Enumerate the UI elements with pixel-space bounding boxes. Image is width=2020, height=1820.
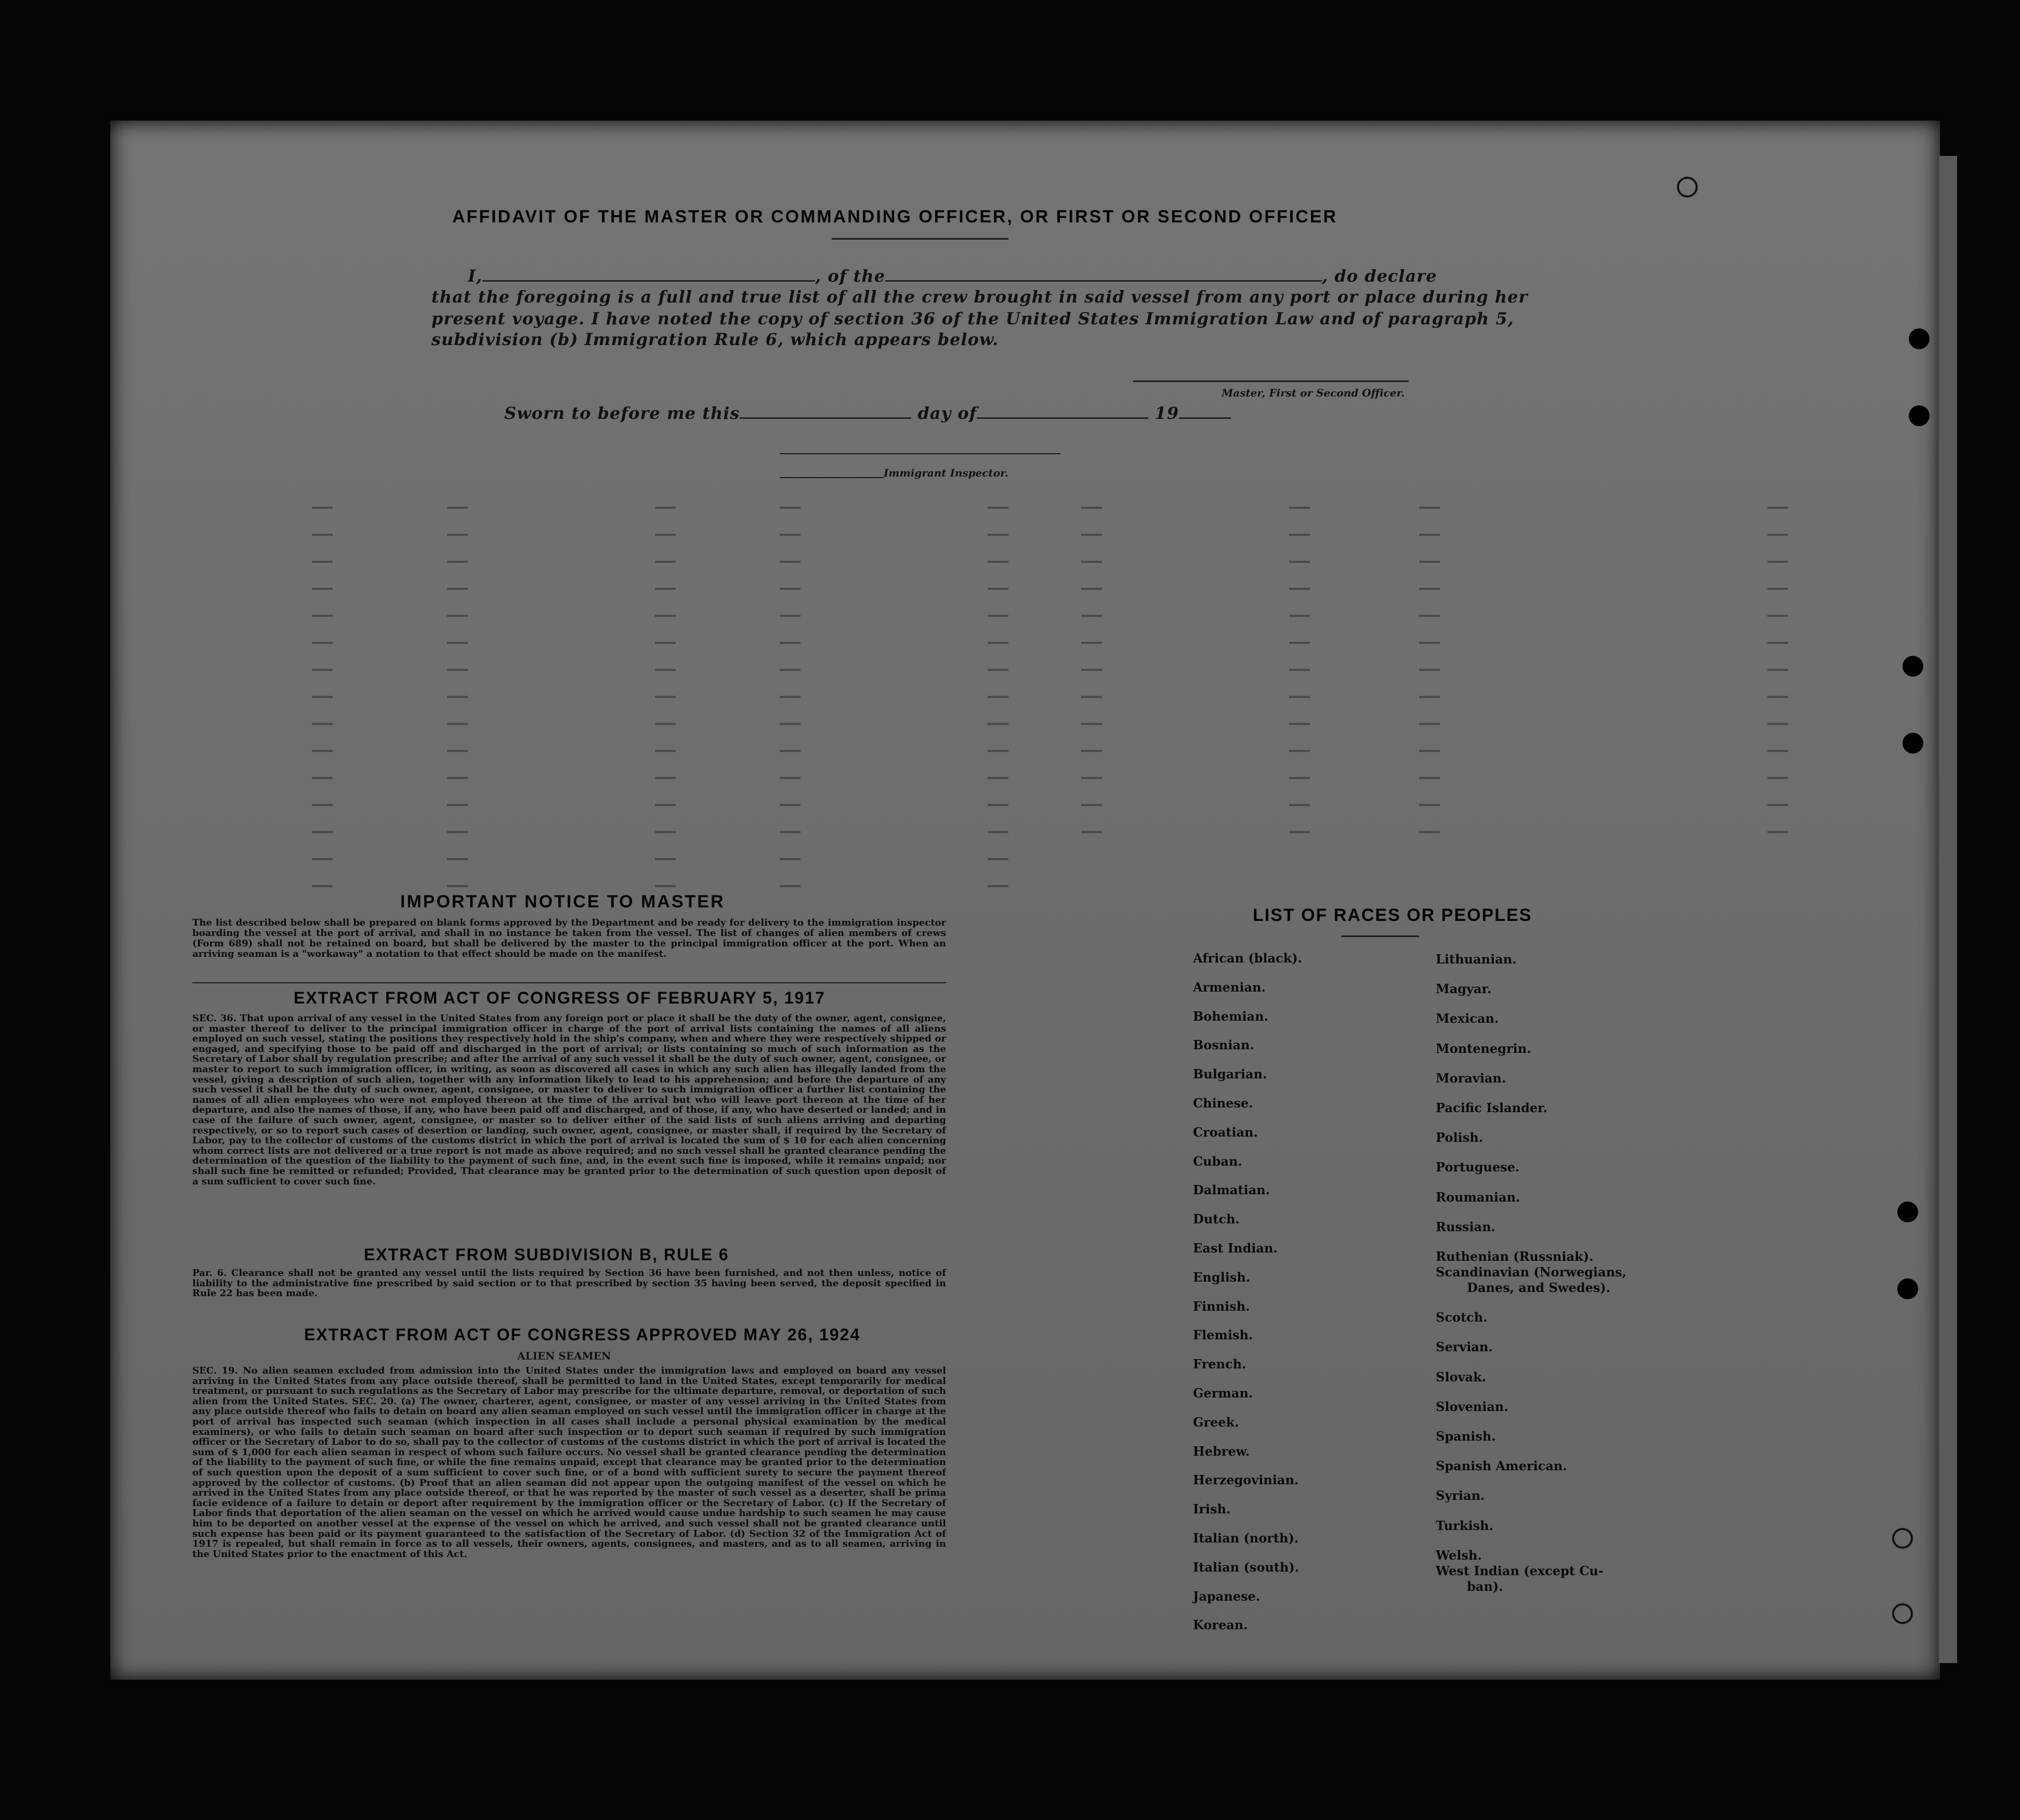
- affidavit-line-3: present voyage. I have noted the copy of section 36 of the United States Immigration Law and of paragraph 5,: [431, 309, 1514, 328]
- bleed-dash: [988, 534, 1008, 536]
- bleed-dash: [655, 831, 676, 833]
- signature-label: Master, First or Second Officer.: [1222, 387, 1405, 399]
- affidavit-line-4: subdivision (b) Immigration Rule 6, which appears below.: [431, 329, 999, 349]
- bleed-dash: [447, 588, 468, 590]
- bleed-dash: [1419, 615, 1440, 617]
- extract-1924-text: SEC. 19. No alien seamen excluded from admission into the United States under the immigration laws and employed on board any vessel arriving in the United States from any place outside thereof, shall be permitted to land in the United States, except temporarily for medical treatment, or pursuant to such regulations as the Secretary of Labor may prescribe for the ultimate departure, removal, or deportation of such alien from the United States. SEC. 20. (a) The owner, charterer, agent, consignee, or master of any vessel arriving in the United States from any place outside thereof who fails to detain on board any alien seaman employed on such vessel until the immigration officer in charge at the port of arrival has inspected such seaman (which inspection in all cases shall include a personal physical examination by the medical examiners), or who fails to detain such seaman on board after such inspection or to deport such seaman if required by such immigration officer or the Secretary of Labor to do so, shall pay to the collector of customs of the customs district in which the port of arrival is located the sum of $ 1,000 for each alien seaman in respect of whom such failure occurs. No vessel shall be granted clearance pending the determination of the liability to the payment of such fine, or while the fine remains unpaid, except that clearance may be granted prior to the determination of such question upon the deposit of a sum sufficient to cover such fine, or of a bond with sufficient surety to secure the payment thereof approved by the collector of customs. (b) Proof that an alien seaman did not appear upon the outgoing manifest of the vessel on which he arrived in the United States from any place outside thereof, or that he was reported by the master of such vessel as a deserter, shall be prima facie evidence of a failure to detain or deport after requirement by the immigration officer or the Secretary of Labor. (c) If the Secretary of Labor finds that deportation of the alien seaman on the vessel on which he arrived would cause undue hardship to such seamen he may cause him to be deported on another vessel at the expense of the vessel on which he arrived, and such vessel shall not be granted clearance until such expense has been paid or its payment guaranteed to the satisfaction of the Secretary of Labor. (d) Section 32 of the Immigration Act of 1917 is repealed, but shall remain in force as to all vessels, their owners, agents, consignees, and masters, and as to all seamen, arriving in the United States prior to the enactment of this Act.: [192, 1365, 946, 1560]
- bleed-dash: [1081, 804, 1102, 806]
- signature-line: [1133, 380, 1409, 382]
- bleed-dash: [655, 777, 676, 779]
- bleed-dash: [312, 750, 333, 752]
- race-item: Irish.: [1193, 1501, 1231, 1517]
- bleed-dash: [447, 804, 468, 806]
- bleed-dash: [780, 669, 801, 671]
- bleed-dash: [1289, 615, 1310, 617]
- race-item: Bohemian.: [1193, 1008, 1268, 1024]
- race-item: Danes, and Swedes).: [1467, 1280, 1610, 1295]
- bleed-dash: [447, 615, 468, 617]
- bleed-dash: [1081, 669, 1102, 671]
- bleed-dash: [988, 696, 1008, 698]
- bleed-dash: [1419, 831, 1440, 833]
- race-item: Spanish.: [1436, 1429, 1496, 1444]
- race-item: ban).: [1467, 1578, 1503, 1594]
- binder-hole-empty: [1892, 1528, 1913, 1549]
- races-title: LIST OF RACES OR PEOPLES: [1253, 905, 1532, 925]
- race-item: Ruthenian (Russniak).: [1436, 1249, 1594, 1264]
- bleed-dash: [1081, 534, 1102, 536]
- bleed-dash: [312, 831, 333, 833]
- race-item: Servian.: [1436, 1339, 1493, 1355]
- binder-hole: [1903, 656, 1923, 677]
- bleed-dash: [1767, 777, 1788, 779]
- extract-1924-title: EXTRACT FROM ACT OF CONGRESS APPROVED MAY 26, 1924: [304, 1325, 861, 1344]
- bleed-dash: [1419, 777, 1440, 779]
- bleed-dash: [447, 669, 468, 671]
- race-item: Russian.: [1436, 1219, 1496, 1234]
- race-item: Slovenian.: [1436, 1399, 1509, 1414]
- bleed-dash: [1081, 561, 1102, 563]
- bleed-dash: [1081, 507, 1102, 509]
- race-item: Portuguese.: [1436, 1159, 1520, 1175]
- bleed-dash: [1767, 588, 1788, 590]
- bleed-dash: [447, 642, 468, 644]
- inspector-line-top: [780, 453, 1060, 454]
- bleed-dash: [312, 696, 333, 698]
- race-item: English.: [1193, 1269, 1251, 1285]
- bleed-dash: [1419, 642, 1440, 644]
- bleed-dash: [780, 885, 801, 887]
- binder-hole-empty: [1677, 177, 1698, 197]
- bleed-dash: [1419, 588, 1440, 590]
- bleed-dash: [1289, 804, 1310, 806]
- bleed-dash: [780, 804, 801, 806]
- bleed-dash: [780, 507, 801, 509]
- bleed-dash: [447, 696, 468, 698]
- bleed-dash: [1767, 669, 1788, 671]
- bleed-dash: [312, 561, 333, 563]
- bleed-dash: [312, 885, 333, 887]
- race-item: Croatian.: [1193, 1124, 1258, 1140]
- race-item: Montenegrin.: [1436, 1040, 1531, 1056]
- inspector-line: [780, 477, 884, 478]
- race-item: Korean.: [1193, 1617, 1248, 1633]
- extract-rule6-text: Par. 6. Clearance shall not be granted any vessel until the lists required by Section 36 have been furnished, and not then unless, notice of liability to the administrative fine prescribed by said section or to that prescribed by section 35 having been served, the deposit specified in Rule 22 has been made.: [192, 1268, 946, 1299]
- bleed-dash: [447, 885, 468, 887]
- bleed-dash: [780, 723, 801, 725]
- bleed-dash: [780, 588, 801, 590]
- bleed-dash: [312, 777, 333, 779]
- bleed-dash: [1081, 750, 1102, 752]
- bleed-dash: [988, 588, 1008, 590]
- race-item: Spanish American.: [1436, 1458, 1567, 1474]
- affidavit-title: AFFIDAVIT OF THE MASTER OR COMMANDING OFFICER, OR FIRST OR SECOND OFFICER: [452, 207, 1337, 227]
- bleed-dash: [1081, 615, 1102, 617]
- bleed-dash: [780, 615, 801, 617]
- race-item: Hebrew.: [1193, 1443, 1250, 1459]
- bleed-dash: [1419, 750, 1440, 752]
- bleed-dash: [447, 858, 468, 860]
- bleed-dash: [312, 615, 333, 617]
- bleed-dash: [655, 858, 676, 860]
- inspector-label: Immigrant Inspector.: [884, 467, 1008, 479]
- bleed-dash: [988, 561, 1008, 563]
- bleed-dash: [988, 669, 1008, 671]
- race-item: Pacific Islander.: [1436, 1100, 1547, 1115]
- extract-1917-rule: [192, 982, 946, 983]
- bleed-dash: [1767, 642, 1788, 644]
- bleed-dash: [1419, 534, 1440, 536]
- race-item: Mexican.: [1436, 1011, 1499, 1026]
- bleed-dash: [780, 777, 801, 779]
- title-underline: [832, 238, 1008, 240]
- race-item: West Indian (except Cu-: [1436, 1563, 1604, 1578]
- bleed-dash: [1289, 831, 1310, 833]
- bleed-dash: [780, 750, 801, 752]
- bleed-dash: [1419, 507, 1440, 509]
- race-item: Armenian.: [1193, 979, 1266, 995]
- bleed-dash: [655, 588, 676, 590]
- bleed-dash: [655, 642, 676, 644]
- extract-1924-subtitle: ALIEN SEAMEN: [517, 1350, 611, 1362]
- bleed-dash: [312, 507, 333, 509]
- affidavit-line-2: that the foregoing is a full and true list of all the crew brought in said vessel from any port or place during her: [431, 287, 1528, 307]
- races-title-underline: [1341, 935, 1419, 937]
- race-item: Turkish.: [1436, 1518, 1493, 1533]
- bleed-dash: [447, 831, 468, 833]
- bleed-dash: [1081, 588, 1102, 590]
- bleed-dash: [1767, 831, 1788, 833]
- bleed-dash: [988, 507, 1008, 509]
- bleed-dash: [655, 669, 676, 671]
- race-item: French.: [1193, 1356, 1247, 1372]
- bleed-dash: [447, 777, 468, 779]
- race-item: Italian (north).: [1193, 1531, 1299, 1546]
- bleed-dash: [447, 534, 468, 536]
- binder-hole: [1897, 1278, 1918, 1299]
- bleed-dash: [780, 831, 801, 833]
- bleed-dash: [312, 642, 333, 644]
- bleed-dash: [1767, 804, 1788, 806]
- bleed-dash: [1419, 723, 1440, 725]
- bleed-dash: [1767, 750, 1788, 752]
- race-item: Dalmatian.: [1193, 1182, 1270, 1198]
- race-item: Roumanian.: [1436, 1189, 1520, 1205]
- bleed-dash: [988, 858, 1008, 860]
- bleed-dash: [655, 561, 676, 563]
- bleed-dash: [988, 885, 1008, 887]
- race-item: East Indian.: [1193, 1241, 1278, 1256]
- race-item: Dutch.: [1193, 1211, 1240, 1227]
- race-item: Welsh.: [1436, 1547, 1482, 1563]
- bleed-dash: [655, 696, 676, 698]
- bleed-dash: [1419, 804, 1440, 806]
- bleed-dash: [1081, 723, 1102, 725]
- extract-1917-title: EXTRACT FROM ACT OF CONGRESS OF FEBRUARY 5, 1917: [294, 988, 825, 1007]
- race-item: Cuban.: [1193, 1153, 1242, 1169]
- bleed-dash: [655, 534, 676, 536]
- bleed-dash: [312, 858, 333, 860]
- extract-rule6-title: EXTRACT FROM SUBDIVISION B, RULE 6: [364, 1245, 729, 1264]
- bleed-dash: [1419, 561, 1440, 563]
- bleed-dash: [1767, 615, 1788, 617]
- binder-hole: [1897, 1202, 1918, 1222]
- race-item: Italian (south).: [1193, 1559, 1300, 1575]
- race-item: Chinese.: [1193, 1096, 1253, 1111]
- bleed-dash: [1289, 507, 1310, 509]
- race-item: Scotch.: [1436, 1310, 1488, 1325]
- bleed-dash: [780, 696, 801, 698]
- race-item: Herzegovinian.: [1193, 1472, 1299, 1488]
- bleed-dash: [988, 723, 1008, 725]
- bleed-dash: [1419, 696, 1440, 698]
- bleed-dash: [988, 777, 1008, 779]
- bleed-dash: [1289, 777, 1310, 779]
- bleed-dash: [655, 615, 676, 617]
- bleed-dash: [312, 588, 333, 590]
- race-item: Syrian.: [1436, 1488, 1485, 1504]
- race-item: Bosnian.: [1193, 1037, 1254, 1053]
- race-item: German.: [1193, 1386, 1253, 1401]
- page-edge: [1939, 156, 1957, 1663]
- binder-hole: [1909, 405, 1930, 426]
- bleed-dash: [988, 615, 1008, 617]
- race-item: Lithuanian.: [1436, 952, 1517, 967]
- race-item: Slovak.: [1436, 1369, 1486, 1384]
- race-item: African (black).: [1193, 951, 1303, 966]
- bleed-dash: [1767, 507, 1788, 509]
- affidavit-line-1: I, , of the , do declare: [468, 266, 1437, 286]
- bleed-dash: [655, 723, 676, 725]
- bleed-dash: [988, 750, 1008, 752]
- bleed-dash: [1081, 642, 1102, 644]
- bleed-dash: [1289, 588, 1310, 590]
- bleed-dash: [780, 561, 801, 563]
- binder-hole: [1903, 733, 1923, 754]
- extract-1917-text: SEC. 36. That upon arrival of any vessel in the United States from any foreign port or place it shall be the duty of the owner, agent, consignee, or master thereof to deliver to the principal immigration officer in charge of the port of arrival lists containing the names of all aliens employed on such vessel, stating the positions they respectively hold in the ship's company, when and where they were respectively shipped or engaged, and specifying those to be paid off and discharged in the port of arrival; or lists containing so much of such information as the Secretary of Labor shall by regulation prescribe; and after the arrival of any such vessel it shall be the duty of such owner, agent, consignee, or master to report to such immigration officer, in writing, as soon as discovered all cases in which any such alien has illegally landed from the vessel, giving a description of such alien, together with any information likely to lead to his apprehension; and before the departure of any such vessel it shall be the duty of such owner, agent, consignee, or master to deliver to such immigration officer a further list containing the names of all alien employees who were not employed thereon at the time of the arrival but who will leave port thereon at the time of her departure, and also the names of those, if any, who have been paid off and discharged, and of those, if any, who have deserted or landed; and in case of the failure of such owner, agent, consignee, or master so to deliver either of the said lists of such aliens arriving and departing respectively, or so to report such cases of desertion or landing, such owner, agent, consignee, or master shall, if required by the Secretary of Labor, pay to the collector of customs of the customs district in which the port of arrival is located the sum of $ 10 for each alien concerning whom correct lists are not delivered or a true report is not made as above required; and no such vessel shall be granted clearance pending the determination of the question of the liability to the payment of such fine, and, in the event such fine is imposed, while it remains unpaid; nor shall such fine be remitted or refunded; Provided, That clearance may be granted prior to the determination of such question upon deposit of a sum sufficient to cover such fine.: [192, 1013, 946, 1187]
- bleed-dash: [447, 750, 468, 752]
- bleed-dash: [1289, 561, 1310, 563]
- bleed-dash: [1767, 534, 1788, 536]
- sworn-line: Sworn to before me this day of 19: [504, 403, 1231, 423]
- bleed-dash: [655, 804, 676, 806]
- bleed-dash: [1081, 777, 1102, 779]
- bleed-dash: [1767, 561, 1788, 563]
- bleed-dash: [1081, 831, 1102, 833]
- bleed-dash: [1767, 723, 1788, 725]
- binder-hole: [1909, 328, 1930, 349]
- race-item: Magyar.: [1436, 981, 1492, 997]
- bleed-dash: [312, 723, 333, 725]
- bleed-dash: [1289, 723, 1310, 725]
- race-item: Flemish.: [1193, 1327, 1253, 1343]
- bleed-dash: [312, 534, 333, 536]
- bleed-dash: [447, 561, 468, 563]
- bleed-dash: [780, 642, 801, 644]
- bleed-dash: [1767, 696, 1788, 698]
- race-item: Scandinavian (Norwegians,: [1436, 1264, 1627, 1280]
- bleed-dash: [655, 885, 676, 887]
- race-item: Japanese.: [1193, 1588, 1261, 1604]
- bleed-dash: [988, 831, 1008, 833]
- race-item: Moravian.: [1436, 1070, 1506, 1086]
- bleed-dash: [988, 642, 1008, 644]
- bleed-dash: [1289, 669, 1310, 671]
- binder-hole-empty: [1892, 1603, 1913, 1624]
- bleed-dash: [447, 507, 468, 509]
- bleed-dash: [780, 534, 801, 536]
- bleed-dash: [1419, 669, 1440, 671]
- race-item: Finnish.: [1193, 1298, 1250, 1314]
- bleed-dash: [1289, 642, 1310, 644]
- bleed-dash: [655, 507, 676, 509]
- bleed-dash: [988, 804, 1008, 806]
- bleed-dash: [1289, 750, 1310, 752]
- bleed-dash: [312, 669, 333, 671]
- race-item: Greek.: [1193, 1414, 1239, 1430]
- notice-text: The list described below shall be prepared on blank forms approved by the Department and be ready for delivery to the immigration inspector boarding the vessel at the port of arrival, and shall in no instance be taken from the vessel. The list of changes of alien members of crews (Form 689) shall not be retained on board, but shall be delivered by the master to the principal immigration officer at the port. When an arriving seaman is a "workaway" a notation to that effect should be made on the manifest.: [192, 917, 946, 959]
- race-item: Bulgarian.: [1193, 1066, 1267, 1082]
- notice-title: IMPORTANT NOTICE TO MASTER: [400, 892, 725, 912]
- bleed-dash: [780, 858, 801, 860]
- bleed-dash: [447, 723, 468, 725]
- bleed-dash: [1081, 696, 1102, 698]
- bleed-dash: [655, 750, 676, 752]
- bleed-dash: [1289, 534, 1310, 536]
- race-item: Polish.: [1436, 1130, 1483, 1145]
- bleed-dash: [312, 804, 333, 806]
- bleed-dash: [1289, 696, 1310, 698]
